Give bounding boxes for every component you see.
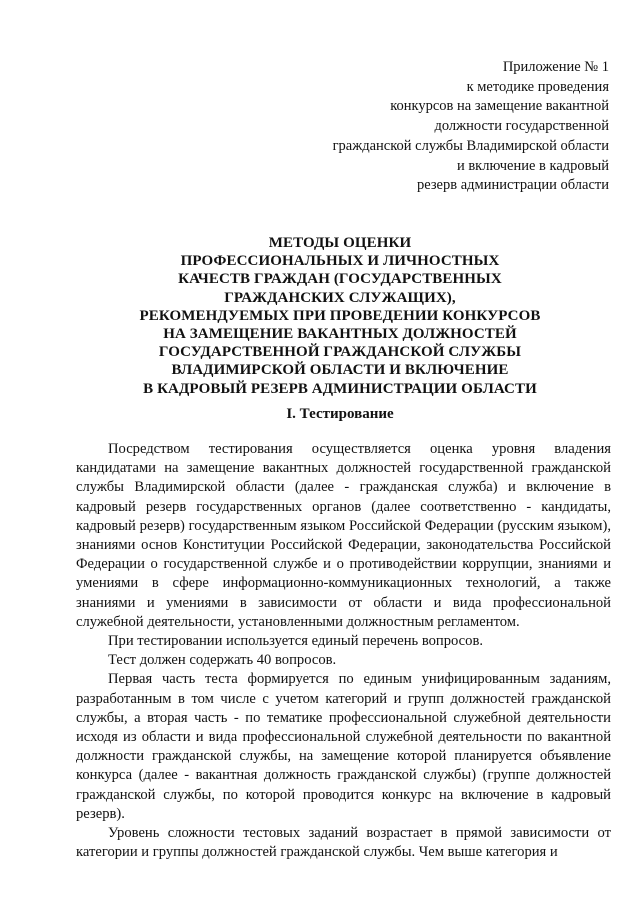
document-title bbox=[60, 234, 620, 398]
title-line: ПРОФЕССИОНАЛЬНЫХ И ЛИЧНОСТНЫХ bbox=[180, 253, 500, 270]
appendix-note bbox=[289, 58, 609, 196]
title-line: КАЧЕСТВ ГРАЖДАН (ГОСУДАРСТВЕННЫХ bbox=[178, 271, 502, 288]
paragraph: При тестировании используется единый перечень вопросов. bbox=[108, 633, 483, 650]
paragraph: Тест должен содержать 40 вопросов. bbox=[108, 652, 337, 669]
title-line: ГОСУДАРСТВЕННОЙ ГРАЖДАНСКОЙ СЛУЖБЫ bbox=[158, 344, 522, 361]
appendix-line: резерв администрации области bbox=[416, 177, 609, 194]
title-line: ВЛАДИМИРСКОЙ ОБЛАСТИ И ВКЛЮЧЕНИЕ bbox=[171, 362, 509, 379]
title-line: В КАДРОВЫЙ РЕЗЕРВ АДМИНИСТРАЦИИ ОБЛАСТИ bbox=[143, 380, 537, 397]
paragraph: Посредством тестирования осуществляется оценка уровня владения кандидатами на замещение вакантных должностей государственной гражданской службы Владимирской области (далее - гражданская служба) и включение в кадровый резерв государственных органов (далее соответственно - кандидаты, кадровый резерв) государственным языком Российской Федерации (русским языком), знаниями основ Конституции Российской Федерации, законодательства Российской Федерации о государственной службе и о противодействии коррупции, знаниями и умениями в сфере информационно-коммуникационных технологий, а также знаниями и умениями в зависимости от области и вида профессиональной служебной деятельности, установленными должностным регламентом. bbox=[76, 441, 611, 630]
paragraph: Уровень сложности тестовых заданий возрастает в прямой зависимости от категории и группы должностей гражданской службы. Чем выше категория и bbox=[76, 825, 611, 861]
title-line: МЕТОДЫ ОЦЕНКИ bbox=[268, 235, 412, 251]
appendix-line: Приложение № 1 bbox=[502, 59, 609, 75]
appendix-line: должности государственной bbox=[434, 118, 609, 135]
title-line: РЕКОМЕНДУЕМЫХ ПРИ ПРОВЕДЕНИИ КОНКУРСОВ bbox=[139, 307, 541, 324]
appendix-line: конкурсов на замещение вакантной bbox=[390, 98, 609, 115]
section-heading: I. Тестирование bbox=[286, 406, 394, 422]
title-line: ГРАЖДАНСКИХ СЛУЖАЩИХ), bbox=[224, 289, 456, 306]
section-body bbox=[76, 440, 611, 862]
paragraph: Первая часть теста формируется по единым унифицированным заданиям, разработанным в том числе с учетом категорий и групп должностей гражданской службы, а вторая часть - по тематике профессиональной служебной деятельности исходя из области и вида профессиональной служебной деятельности по вакантной должности гражданской службы, на замещение которой планируется объявление конкурса (далее - вакантная должность гражданской службы) (группе должностей гражданской службы, по которой проводится конкурс на включение в кадровый резерв). bbox=[76, 671, 611, 822]
appendix-line: гражданской службы Владимирской области bbox=[332, 137, 609, 154]
appendix-line: к методике проведения bbox=[466, 78, 609, 95]
appendix-line: и включение в кадровый bbox=[456, 157, 609, 174]
title-line: НА ЗАМЕЩЕНИЕ ВАКАНТНЫХ ДОЛЖНОСТЕЙ bbox=[163, 326, 517, 343]
